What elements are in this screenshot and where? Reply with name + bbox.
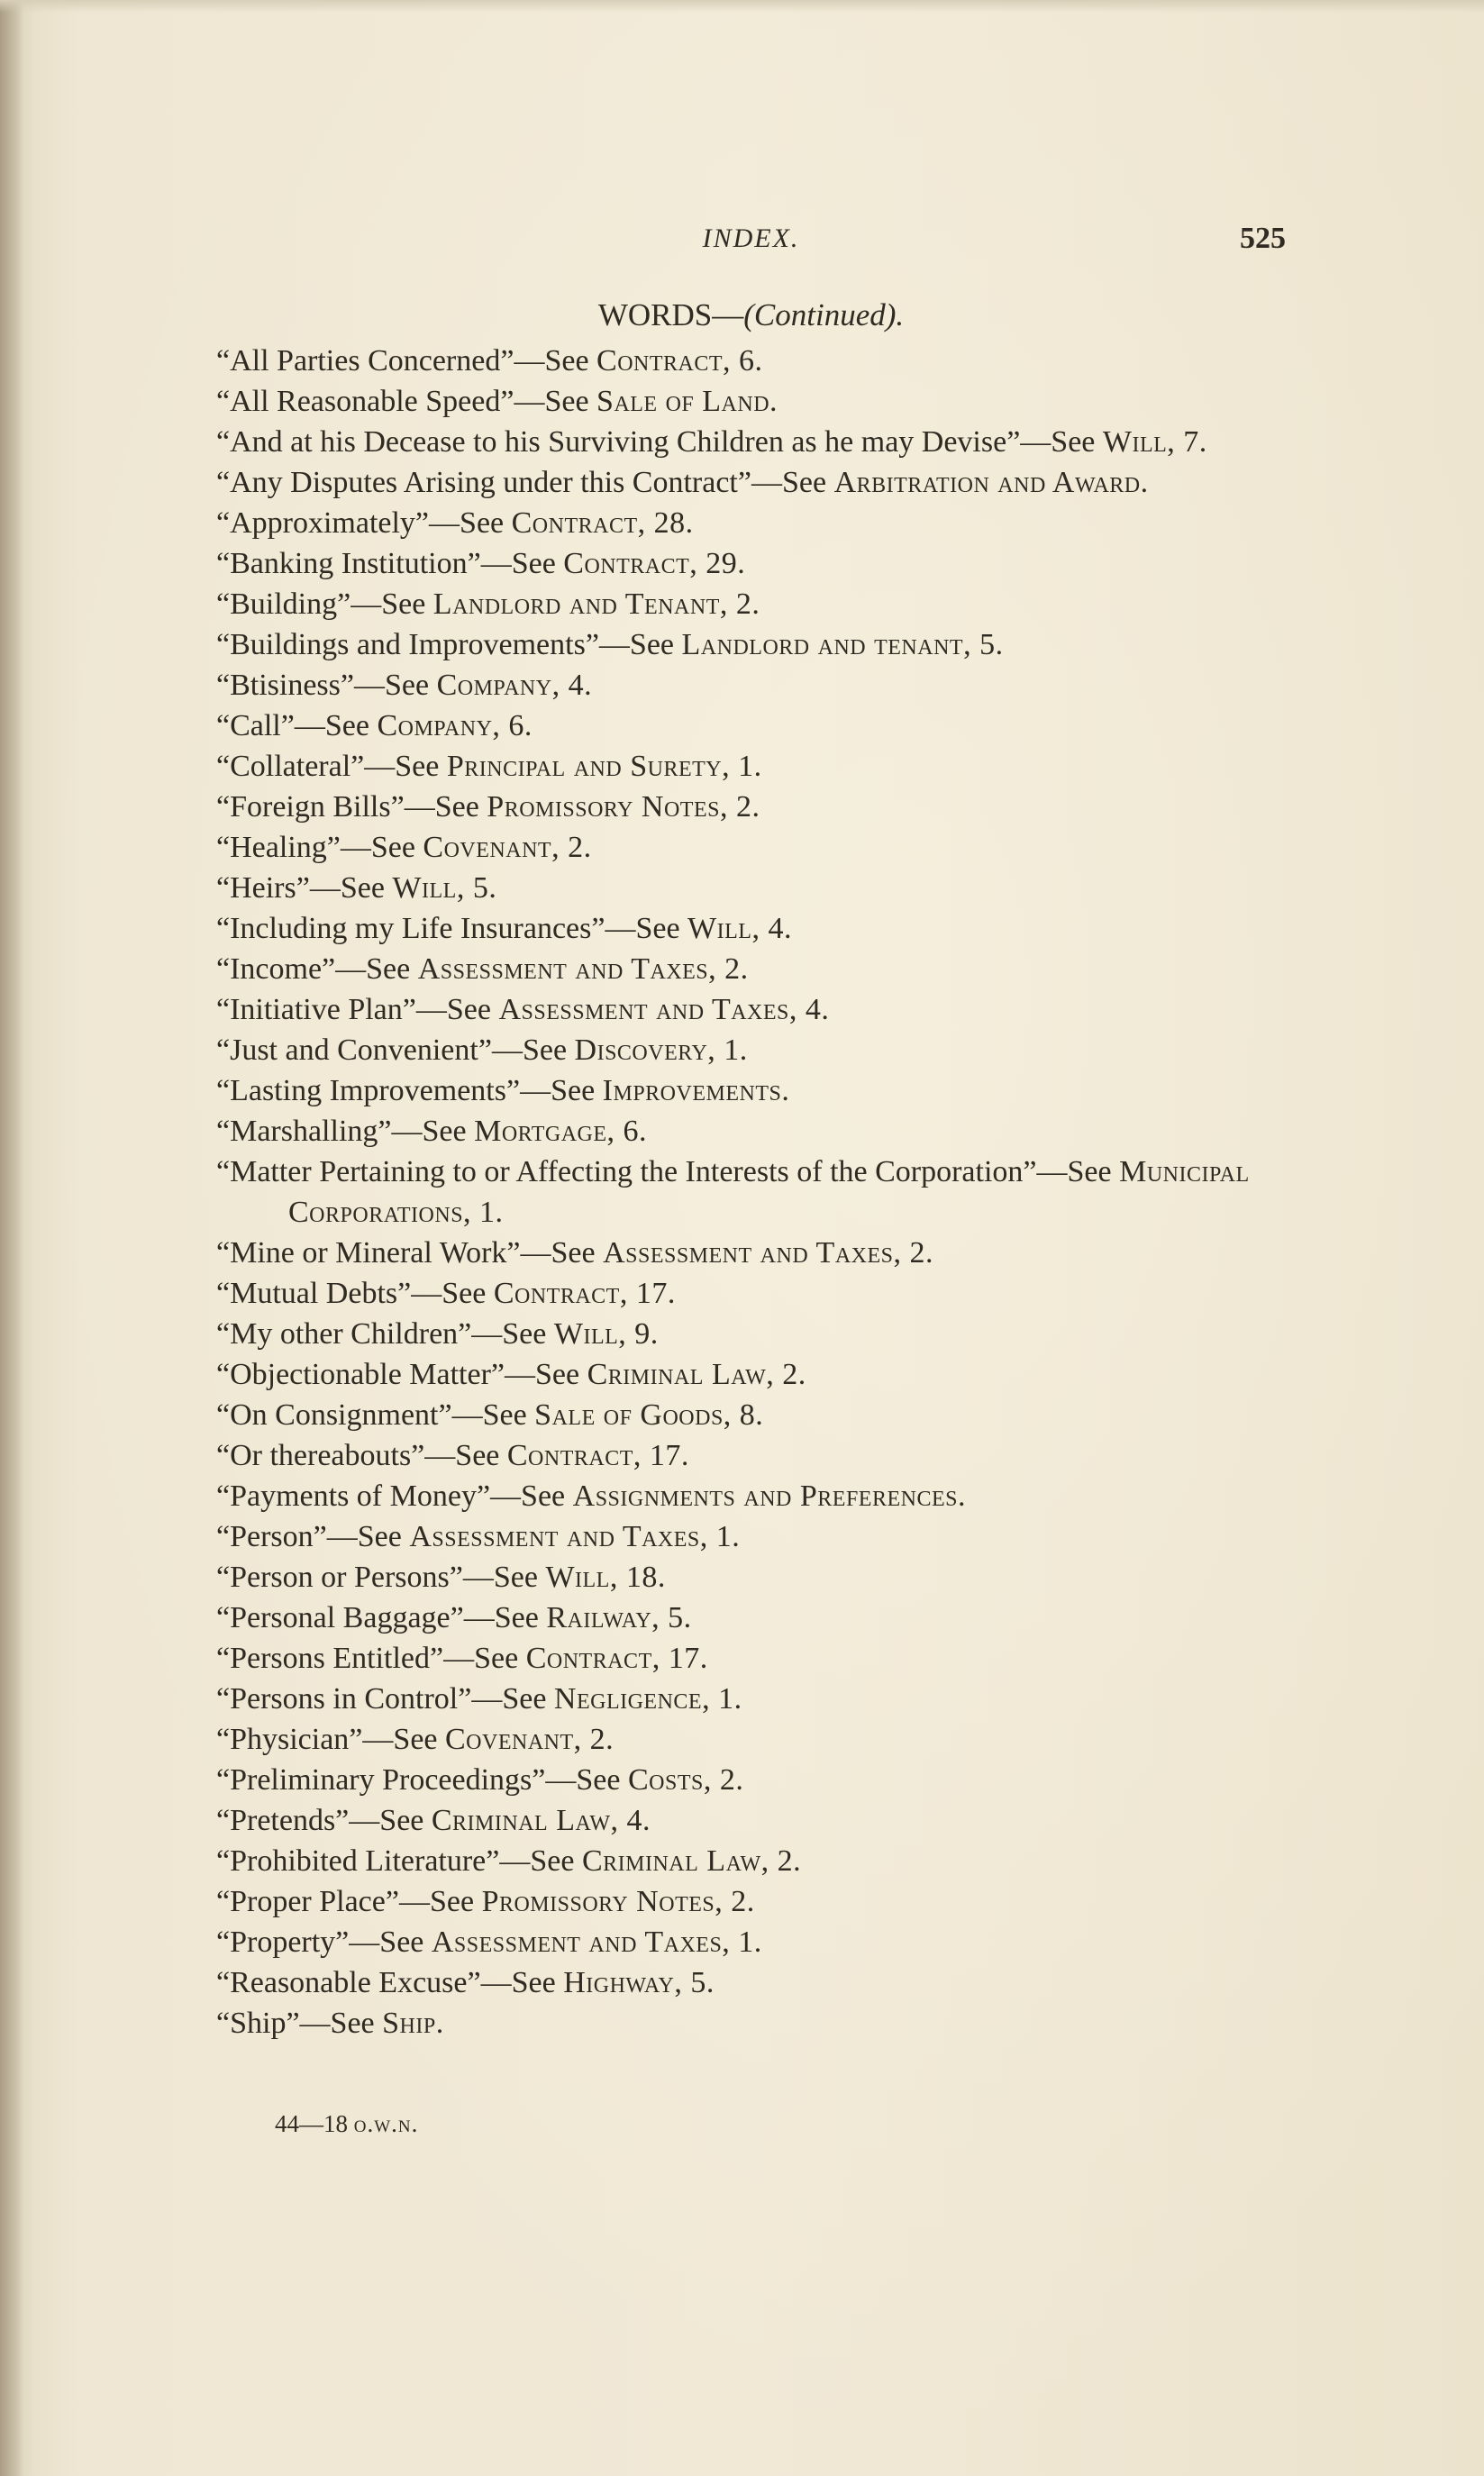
index-entry-term: “Lasting Improvements” (216, 1074, 521, 1107)
index-entry-term: “Matter Pertaining to or Affecting the Interests of the Corporation” (216, 1155, 1037, 1188)
index-entry-reference: Criminal Law, 2. (587, 1358, 806, 1391)
index-entry-term: “Person or Persons” (216, 1561, 463, 1594)
index-entry-term: “Physician” (216, 1723, 363, 1756)
see-label: —See (411, 1277, 494, 1310)
index-entry (216, 1314, 1287, 1354)
index-entry-term: “Banking Institution” (216, 547, 481, 580)
index-entry-term: “Objectionable Matter” (216, 1358, 505, 1391)
index-entry-term: “Property” (216, 1925, 350, 1959)
index-entry (216, 787, 1287, 827)
index-entry (216, 1030, 1287, 1070)
index-entry-reference: Will, 18. (545, 1561, 666, 1594)
index-entry-term: “Personal Baggage” (216, 1601, 464, 1634)
index-entry-term: “Person” (216, 1520, 327, 1553)
index-entry-term: “And at his Decease to his Surviving Children as he may Devise” (216, 425, 1021, 459)
see-label: —See (326, 1520, 410, 1553)
index-entry-term: “Including my Life Insurances” (216, 912, 605, 945)
index-entry-term: “Marshalling” (216, 1115, 392, 1148)
index-entry-reference: Assessment and Taxes, 2. (603, 1236, 933, 1270)
index-entry (216, 1881, 1287, 1922)
index-entry-term: “Income” (216, 952, 336, 986)
index-entry-reference: Company, 4. (436, 669, 593, 702)
index-entry-reference: Landlord and tenant, 5. (681, 628, 1004, 661)
index-entry-reference: Assignments and Preferences. (572, 1479, 966, 1513)
see-label: —See (398, 1885, 482, 1918)
index-entry (216, 665, 1287, 705)
running-head: INDEX. (702, 223, 800, 253)
index-entry-term: “All Parties Concerned” (216, 344, 514, 378)
see-label: —See (299, 2007, 383, 2040)
index-entry-term: “Any Disputes Arising under this Contract” (216, 466, 751, 499)
index-entry (216, 2003, 1287, 2044)
see-label: —See (349, 1804, 432, 1837)
see-label: —See (362, 1723, 445, 1756)
index-entry-term: “Preliminary Proceedings” (216, 1763, 546, 1797)
see-label: —See (335, 952, 418, 986)
index-entry-reference: Railway, 5. (546, 1601, 692, 1634)
see-label: —See (391, 1115, 475, 1148)
index-entry-reference: Assessment and Taxes, 4. (498, 993, 830, 1026)
index-entry-term: “Btisiness” (216, 669, 354, 702)
index-entry-reference: Discovery, 1. (574, 1033, 748, 1067)
index-entry-term: “Mine or Mineral Work” (216, 1236, 521, 1270)
index-entry (216, 462, 1287, 503)
index-entry (216, 1719, 1287, 1760)
index-entry-term: “Reasonable Excuse” (216, 1966, 481, 1999)
index-entry-reference: Negligence, 1. (553, 1682, 742, 1716)
index-entry-term: “Approximately” (216, 506, 430, 540)
index-entry-term: “Buildings and Improvements” (216, 628, 599, 661)
see-label: —See (364, 750, 447, 783)
index-entry-reference: Contract, 6. (596, 344, 763, 378)
index-entry-term: “Initiative Plan” (216, 993, 416, 1026)
index-entry-term: “Foreign Bills” (216, 790, 405, 824)
page-header (216, 223, 1286, 269)
section-title-continued: (Continued). (743, 297, 905, 332)
see-label: —See (429, 506, 512, 540)
see-label: —See (514, 344, 597, 378)
see-label: —See (415, 993, 499, 1026)
page-top-edge (0, 0, 1484, 13)
index-entry (216, 422, 1287, 462)
index-entry-reference: Mortgage, 6. (474, 1115, 648, 1148)
index-entry (216, 624, 1287, 665)
see-label: —See (520, 1074, 603, 1107)
index-entry-reference: Will, 9. (553, 1317, 659, 1351)
index-entry (216, 868, 1287, 908)
index-entry (216, 908, 1287, 949)
see-label: —See (751, 466, 834, 499)
index-entry (216, 1800, 1287, 1841)
index-entry-reference: Contract, 17. (525, 1642, 708, 1675)
index-entry (216, 1111, 1287, 1152)
index-entry (216, 1598, 1287, 1638)
index-entry (216, 1435, 1287, 1476)
index-entry-term: “Pretends” (216, 1804, 350, 1837)
index-entry-reference: Improvements. (602, 1074, 790, 1107)
index-entry-reference: Landlord and Tenant, 2. (432, 587, 760, 621)
index-entry-term: “Payments of Money” (216, 1479, 491, 1513)
index-entry-reference: Assessment and Taxes, 2. (417, 952, 749, 986)
see-label: —See (491, 1033, 575, 1067)
index-entry (216, 1476, 1287, 1516)
see-label: —See (471, 1682, 554, 1716)
index-entry-reference: Promissory Notes, 2. (487, 790, 760, 824)
index-entries-list (216, 341, 1287, 2044)
index-entry-reference: Contract, 17. (493, 1277, 676, 1310)
index-entry-term: “Or thereabouts” (216, 1439, 425, 1472)
index-entry-reference: Contract, 28. (511, 506, 694, 540)
index-entry-reference: Assessment and Taxes, 1. (431, 1925, 762, 1959)
index-entry-reference: Will, 7. (1102, 425, 1207, 459)
see-label: —See (309, 871, 393, 905)
index-entry (216, 341, 1287, 381)
index-entry-reference: Municipal Corporations, 1. (288, 1155, 1250, 1229)
see-label: —See (351, 587, 433, 621)
index-entry-reference: Costs, 2. (627, 1763, 744, 1797)
see-label: —See (443, 1642, 526, 1675)
index-entry-term: “Healing” (216, 831, 341, 864)
index-entry-term: “Collateral” (216, 750, 365, 783)
index-entry-term: “Ship” (216, 2007, 300, 2040)
see-label: —See (545, 1763, 628, 1797)
index-entry (216, 705, 1287, 746)
signature-number: 44—18 (275, 2110, 348, 2137)
index-entry (216, 989, 1287, 1030)
index-entry (216, 381, 1287, 422)
index-entry (216, 1922, 1287, 1962)
see-label: —See (1036, 1155, 1120, 1188)
index-entry (216, 1516, 1287, 1557)
index-entry-reference: Contract, 17. (506, 1439, 689, 1472)
see-label: —See (349, 1925, 432, 1959)
index-entry (216, 827, 1287, 868)
see-label: —See (480, 1966, 564, 1999)
index-entry-reference: Assessment and Taxes, 1. (409, 1520, 741, 1553)
index-entry-reference: Covenant, 2. (445, 1723, 615, 1756)
index-entry (216, 1070, 1287, 1111)
see-label: —See (294, 709, 378, 742)
printer-signature-mark (275, 2110, 418, 2138)
index-entry-reference: Will, 4. (687, 912, 792, 945)
page-number: 525 (1240, 222, 1286, 255)
index-entry-term: “Proper Place” (216, 1885, 399, 1918)
index-entry-reference: Criminal Law, 4. (431, 1804, 651, 1837)
index-entry (216, 746, 1287, 787)
index-entry (216, 543, 1287, 584)
index-entry (216, 1233, 1287, 1273)
section-title-word: WORDS— (597, 297, 744, 332)
index-entry (216, 503, 1287, 543)
see-label: —See (463, 1601, 547, 1634)
index-entry-reference: Principal and Surety, 1. (446, 750, 762, 783)
index-entry-term: “Call” (216, 709, 295, 742)
see-label: —See (353, 669, 437, 702)
see-label: —See (340, 831, 423, 864)
see-label: —See (424, 1439, 507, 1472)
see-label: —See (462, 1561, 546, 1594)
index-entry-reference: Highway, 5. (563, 1966, 715, 1999)
index-entry-reference: Sale of Land. (596, 385, 778, 418)
index-entry (216, 1760, 1287, 1800)
index-entry-reference: Will, 5. (392, 871, 497, 905)
index-entry-reference: Criminal Law, 2. (581, 1844, 802, 1878)
index-entry-reference: Sale of Goods, 8. (534, 1398, 764, 1432)
index-entry (216, 584, 1287, 624)
index-entry-term: “Building” (216, 587, 351, 621)
index-entry-term: “My other Children” (216, 1317, 472, 1351)
index-entry (216, 1273, 1287, 1314)
index-entry-reference: Promissory Notes, 2. (481, 1885, 755, 1918)
index-entry-term: “On Consignment” (216, 1398, 452, 1432)
see-label: —See (480, 547, 564, 580)
index-entry (216, 1152, 1287, 1233)
index-entry (216, 1841, 1287, 1881)
page-binding-shadow (0, 0, 23, 2476)
see-label: —See (471, 1317, 554, 1351)
index-entry-term: “Heirs” (216, 871, 310, 905)
see-label: —See (598, 628, 682, 661)
index-entry (216, 1638, 1287, 1679)
index-entry (216, 1679, 1287, 1719)
section-title (216, 297, 1286, 333)
see-label: —See (605, 912, 688, 945)
see-label: —See (451, 1398, 535, 1432)
index-entry (216, 1962, 1287, 2003)
index-entry (216, 1395, 1287, 1435)
see-label: —See (499, 1844, 582, 1878)
index-entry-term: “Just and Convenient” (216, 1033, 492, 1067)
index-entry (216, 949, 1287, 989)
index-entry-term: “All Reasonable Speed” (216, 385, 514, 418)
signature-abbreviation: o.w.n. (353, 2110, 419, 2137)
index-entry-reference: Arbitration and Award. (833, 466, 1149, 499)
see-label: —See (490, 1479, 573, 1513)
index-entry-reference: Company, 6. (377, 709, 533, 742)
see-label: —See (404, 790, 487, 824)
index-entry-term: “Prohibited Literature” (216, 1844, 500, 1878)
index-entry-term: “Persons Entitled” (216, 1642, 444, 1675)
index-entry (216, 1354, 1287, 1395)
see-label: —See (1020, 425, 1103, 459)
see-label: —See (520, 1236, 604, 1270)
see-label: —See (514, 385, 597, 418)
see-label: —See (505, 1358, 587, 1391)
index-entry-term: “Mutual Debts” (216, 1277, 412, 1310)
index-entry (216, 1557, 1287, 1598)
index-entry-reference: Ship. (382, 2007, 444, 2040)
index-entry-term: “Persons in Control” (216, 1682, 472, 1716)
index-entry-reference: Covenant, 2. (423, 831, 592, 864)
index-entry-reference: Contract, 29. (563, 547, 746, 580)
